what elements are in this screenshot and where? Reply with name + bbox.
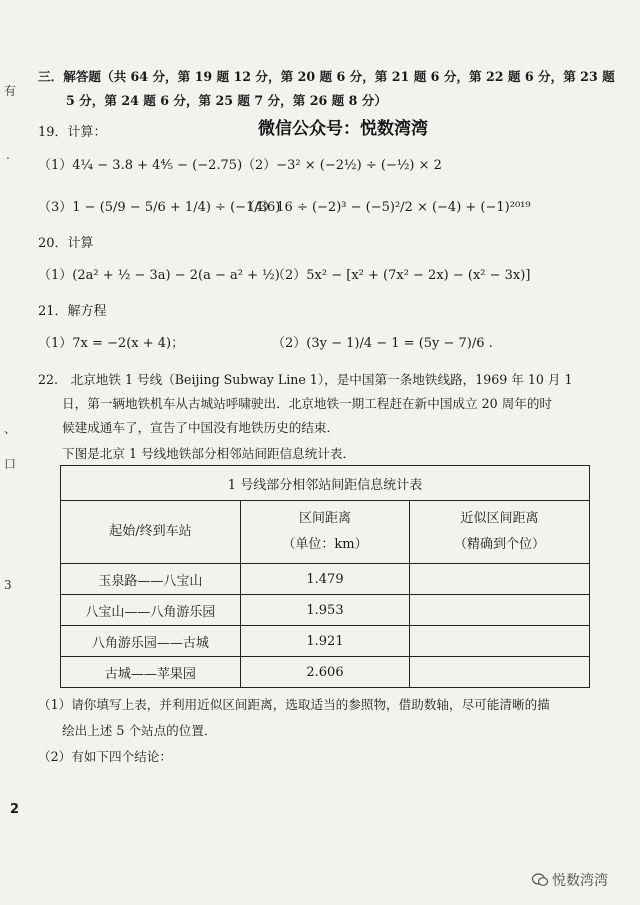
section-header-line1: 三．解答题（共 64 分，第 19 题 12 分，第 20 题 6 分，第 21 题 6 分，第 22 题 6 分，第 23 题	[38, 69, 615, 84]
margin-mark: .	[6, 148, 10, 162]
footer-logo	[532, 870, 608, 890]
footer-logo-text: 悦数湾湾	[552, 873, 608, 889]
row-distance: 2.606	[240, 657, 409, 688]
margin-mark: 口	[4, 457, 17, 471]
table-title: 1 号线部分相邻站间距信息统计表	[61, 466, 590, 501]
row-stations: 古城——苹果园	[61, 657, 241, 688]
watermark-text: 微信公众号：悦数湾湾	[258, 119, 428, 139]
margin-mark: 、	[4, 422, 17, 436]
q20-label: 20．计算	[38, 236, 94, 251]
q21-label: 21．解方程	[38, 304, 107, 319]
q22-sub2: （2）有如下四个结论：	[38, 749, 172, 764]
row-approx	[410, 626, 590, 657]
header-approx-line1: 近似区间距离	[460, 511, 539, 526]
q19-part4: （4）16 ÷ (−2)³ − (−5)²/2 × (−4) + (−1)²⁰¹⁹	[242, 200, 531, 215]
margin-mark: 3	[4, 578, 12, 592]
q22-line1: 22. 北京地铁 1 号线（Beijing Subway Line 1），是中国第一条地铁线路，1969 年 10 月 1	[38, 372, 573, 387]
header-approx-note: （精确到个位）	[454, 537, 546, 552]
q19-part3: （3）1 − (5/9 − 5/6 + 1/4) ÷ (−1/36)	[38, 200, 281, 215]
header-approx	[410, 501, 590, 564]
page-number: 2	[10, 802, 20, 817]
header-distance	[240, 501, 409, 564]
row-stations: 玉泉路——八宝山	[61, 564, 241, 595]
table-row	[61, 595, 590, 626]
q19-part1: （1）4¼ − 3.8 + 4⅘ − (−2.75)	[38, 158, 243, 173]
row-stations: 八角游乐园——古城	[61, 626, 241, 657]
q21-part2: （2）(3y − 1)/4 − 1 = (5y − 7)/6 .	[272, 336, 493, 351]
table-row	[61, 657, 590, 688]
station-distance-table	[60, 465, 590, 688]
q20-part2: （2）5x² − [x² + (7x² − 2x) − (x² − 3x)]	[272, 268, 531, 283]
q20-part1: （1）(2a² + ½ − 3a) − 2(a − a² + ½)	[38, 268, 280, 283]
q22-sub1-line1: （1）请你填写上表，并利用近似区间距离，选取适当的参照物，借助数轴，尽可能清晰的描	[38, 697, 550, 712]
row-distance: 1.921	[240, 626, 409, 657]
wechat-bubble-icon	[532, 873, 548, 887]
header-distance-line1: 区间距离	[298, 511, 351, 526]
q22-line4: 下图是北京 1 号线地铁部分相邻站间距信息统计表．	[62, 446, 356, 461]
row-distance: 1.953	[240, 595, 409, 626]
q19-label: 19．计算：	[38, 125, 107, 140]
row-distance: 1.479	[240, 564, 409, 595]
q22-sub1-line2: 绘出上述 5 个站点的位置．	[62, 723, 217, 738]
row-approx	[410, 564, 590, 595]
header-distance-unit: （单位：km）	[282, 537, 368, 552]
header-stations: 起始/终到车站	[61, 501, 241, 564]
q22-line2: 日，第一辆地铁机车从古城站呼啸驶出．北京地铁一期工程赶在新中国成立 20 周年的时	[62, 396, 553, 411]
table-row	[61, 626, 590, 657]
row-approx	[410, 657, 590, 688]
margin-mark: 有	[4, 84, 17, 98]
section-header-line2: 5 分，第 24 题 6 分，第 25 题 7 分，第 26 题 8 分）	[66, 93, 387, 108]
table-row	[61, 564, 590, 595]
q19-part2: （2）−3² × (−2½) ÷ (−½) × 2	[242, 158, 442, 173]
row-stations: 八宝山——八角游乐园	[61, 595, 241, 626]
q22-line3: 候建成通车了，宣告了中国没有地铁历史的结束．	[62, 420, 340, 435]
row-approx	[410, 595, 590, 626]
q21-part1: （1）7x = −2(x + 4)；	[38, 336, 185, 351]
